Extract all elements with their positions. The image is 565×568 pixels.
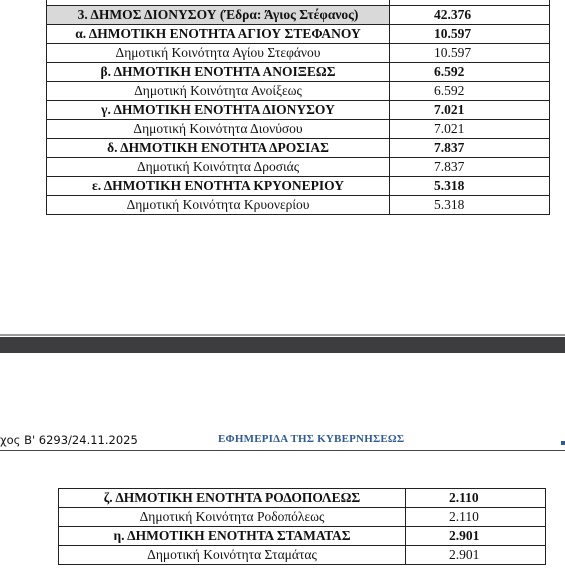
area-name: 3. ΔΗΜΟΣ ΔΙΟΝΥΣΟΥ (Έδρα: Άγιος Στέφανος): [47, 6, 390, 25]
header-rule-mark: [561, 441, 565, 445]
population-value: 5.318: [390, 196, 550, 215]
table-row: [47, 44, 550, 63]
header-rule: [0, 450, 565, 451]
table-row: [59, 527, 546, 546]
area-name: Δημοτική Κοινότητα Ανοίξεως: [47, 82, 390, 101]
area-name: Δημοτική Κοινότητα Σταμάτας: [59, 546, 406, 565]
area-name: ζ. ΔΗΜΟΤΙΚΗ ΕΝΟΤΗΤΑ ΡΟΔΟΠΟΛΕΩΣ: [59, 489, 406, 508]
area-name: Δημοτική Κοινότητα Δροσιάς: [47, 158, 390, 177]
area-name: Δημοτική Κοινότητα Κρυονερίου: [47, 196, 390, 215]
table-row: [47, 6, 550, 25]
population-value: 7.021: [390, 120, 550, 139]
area-name: ε. ΔΗΜΟΤΙΚΗ ΕΝΟΤΗΤΑ ΚΡΥΟΝΕΡΙΟΥ: [47, 177, 390, 196]
population-value: 2.110: [406, 508, 546, 527]
journal-title: ΕΦΗΜΕΡΙΔΑ ΤΗΣ ΚΥΒΕΡΝΗΣΕΩΣ: [218, 433, 405, 445]
population-value: 10.597: [390, 44, 550, 63]
table-row: [47, 196, 550, 215]
table-row: [47, 177, 550, 196]
population-value: 42.376: [390, 6, 550, 25]
page-bottom: [0, 353, 565, 568]
page-gap: [0, 337, 565, 353]
table-row: [47, 101, 550, 120]
area-name: α. ΔΗΜΟΤΙΚΗ ΕΝΟΤΗΤΑ ΑΓΙΟΥ ΣΤΕΦΑΝΟΥ: [47, 25, 390, 44]
population-value: 2.901: [406, 546, 546, 565]
table-row: [47, 25, 550, 44]
page-separator-line: [0, 334, 565, 336]
table-row: [47, 63, 550, 82]
issue-number: χος Β' 6293/24.11.2025: [0, 433, 138, 447]
population-value: 2.901: [406, 527, 546, 546]
table-row: [47, 158, 550, 177]
population-table-bottom: [58, 488, 546, 565]
population-value: 7.021: [390, 101, 550, 120]
population-value: 6.592: [390, 63, 550, 82]
area-name: β. ΔΗΜΟΤΙΚΗ ΕΝΟΤΗΤΑ ΑΝΟΙΞΕΩΣ: [47, 63, 390, 82]
page-header: [0, 429, 565, 451]
area-name: γ. ΔΗΜΟΤΙΚΗ ΕΝΟΤΗΤΑ ΔΙΟΝΥΣΟΥ: [47, 101, 390, 120]
table-row: [59, 489, 546, 508]
table-row: [47, 82, 550, 101]
population-value: 2.110: [406, 489, 546, 508]
area-name: Δημοτική Κοινότητα Διονύσου: [47, 120, 390, 139]
area-name: Δημοτική Κοινότητα Αγίου Στεφάνου: [47, 44, 390, 63]
area-name: δ. ΔΗΜΟΤΙΚΗ ΕΝΟΤΗΤΑ ΔΡΟΣΙΑΣ: [47, 139, 390, 158]
population-value: 6.592: [390, 82, 550, 101]
population-value: 7.837: [390, 158, 550, 177]
table-row: [59, 546, 546, 565]
population-table-top: [46, 0, 550, 215]
area-name: η. ΔΗΜΟΤΙΚΗ ΕΝΟΤΗΤΑ ΣΤΑΜΑΤΑΣ: [59, 527, 406, 546]
table-row: [47, 120, 550, 139]
table-row: [59, 508, 546, 527]
table-row: [47, 139, 550, 158]
population-value: 5.318: [390, 177, 550, 196]
population-value: 7.837: [390, 139, 550, 158]
population-value: 10.597: [390, 25, 550, 44]
area-name: Δημοτική Κοινότητα Ροδοπόλεως: [59, 508, 406, 527]
